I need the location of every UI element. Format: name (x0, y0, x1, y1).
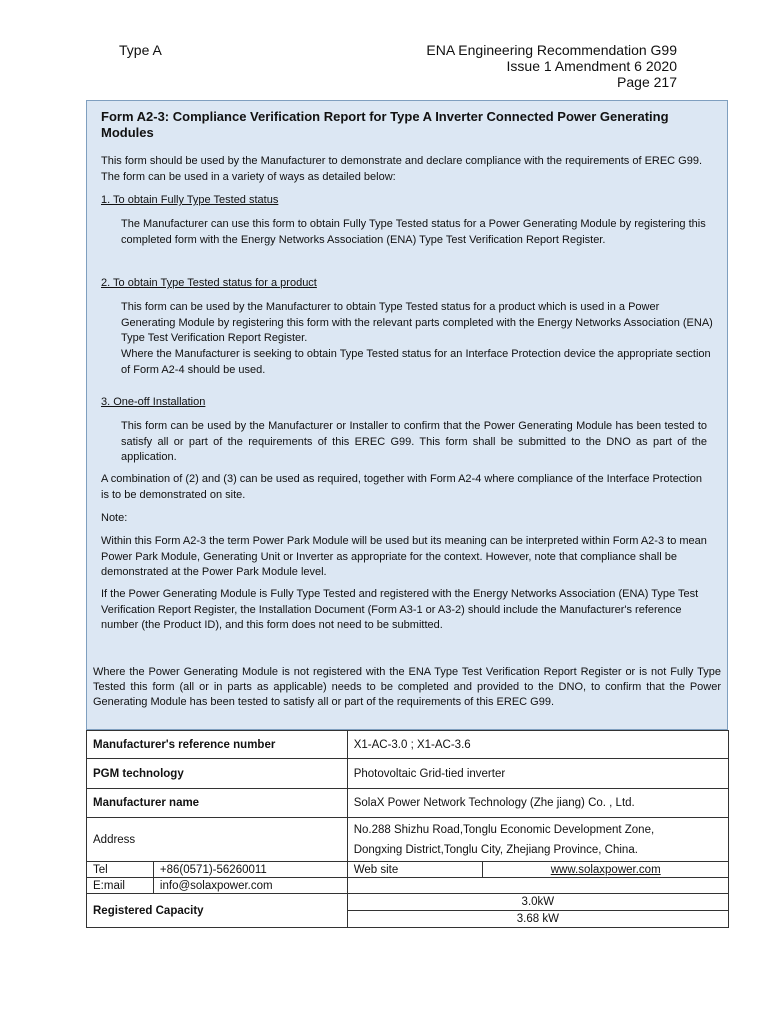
header-line-1: ENA Engineering Recommendation G99 (426, 42, 677, 58)
capacity-label: Registered Capacity (87, 894, 348, 928)
web-label: Web site (347, 862, 483, 878)
item3-heading: 3. One-off Installation (101, 396, 206, 408)
address-value (347, 818, 728, 862)
ref-label: Manufacturer's reference number (87, 731, 348, 759)
form-instructions-box (86, 100, 728, 730)
item2-heading: 2. To obtain Type Tested status for a product (101, 277, 317, 289)
web-value (483, 862, 729, 878)
note-label: Note: (101, 512, 128, 524)
manufacturer-info-table (86, 730, 729, 928)
header-line-2: Issue 1 Amendment 6 2020 (506, 58, 677, 74)
header-type: Type A (119, 42, 162, 58)
pgm-label: PGM technology (87, 759, 348, 789)
item1-text: The Manufacturer can use this form to obtain Fully Type Tested status for a Power Generating Module by registering this completed form with the Energy Networks Association (ENA) Type Test Verification Report Register. (121, 218, 706, 246)
combination-paragraph: A combination of (2) and (3) can be used as required, together with Form A2-4 where compliance of the Interface Protection is to be demonstrated on site. (101, 473, 703, 501)
email-label: E:mail (87, 878, 154, 894)
intro-paragraph: This form should be used by the Manufacturer to demonstrate and declare compliance with the requirements of EREC G99. The form can be used in a variety of ways as detailed below: (101, 155, 703, 183)
name-value: SolaX Power Network Technology (Zhe jiang) Co. , Ltd. (347, 789, 728, 818)
item2-text-2: Where the Manufacturer is seeking to obtain Type Tested status for an Interface Protection device the appropriate section of Form A2-4 should be used. (121, 348, 711, 376)
capacity-values (347, 894, 728, 928)
header-page: Page 217 (617, 74, 677, 90)
note-paragraph: Within this Form A2-3 the term Power Park Module will be used but its meaning can be interpreted within Form A2-3 to mean Power Park Module, Generating Unit or Inverter as appropriate for the context. However, note that compliance shall be demonstrated at the Power Park Module level. (101, 535, 707, 578)
empty-cell (347, 878, 728, 894)
email-value: info@solaxpower.com (153, 878, 347, 894)
pgm-value: Photovoltaic Grid-tied inverter (347, 759, 728, 789)
tel-value: +86(0571)-56260011 (153, 862, 347, 878)
capacity-value-1: 3.0kW (521, 896, 555, 908)
address-label: Address (87, 818, 348, 862)
header-reference (426, 42, 677, 90)
name-label: Manufacturer name (87, 789, 348, 818)
item3-text: This form can be used by the Manufacturer or Installer to confirm that the Power Generating Module has been tested to satisfy all or part of the requirements of this EREC G99. This form shall be submitted to the DNO as part of the application. (121, 420, 707, 463)
item1-heading: 1. To obtain Fully Type Tested status (101, 194, 279, 206)
form-title: Form A2-3: Compliance Verification Report for Type A Inverter Connected Power Generating Modules (101, 109, 669, 140)
address-line-2: Dongxing District,Tonglu City, Zhejiang Province, China. (353, 843, 638, 856)
address-line-1: No.288 Shizhu Road,Tonglu Economic Development Zone, (353, 823, 655, 836)
tel-label: Tel (87, 862, 154, 878)
capacity-value-2: 3.68 kW (348, 910, 728, 927)
item2-text: This form can be used by the Manufacturer to obtain Type Tested status for a product which is used in a Power Generating Module by registering this form with the relevant parts completed with the Energy Networks Association (ENA) Type Test Verification Report Register. (121, 301, 713, 344)
note-paragraph-2: If the Power Generating Module is Fully Type Tested and registered with the Energy Networks Association (ENA) Type Test Verification Report Register, the Installation Document (Form A3-1 or A3-2) should include the Manufacturer's reference number (the Product ID), and this form does not need to be submitted. (101, 588, 699, 631)
registration-paragraph: Where the Power Generating Module is not registered with the ENA Type Test Verification Report Register or is not Fully Type Tested this form (all or in parts as applicable) needs to be completed and provided to the DNO, to confirm that the Power Generating Module has been tested to satisfy all or part of the requirements of this EREC G99. (93, 666, 721, 708)
website-link[interactable]: www.solaxpower.com (550, 863, 661, 876)
ref-value: X1-AC-3.0 ; X1-AC-3.6 (347, 731, 728, 759)
